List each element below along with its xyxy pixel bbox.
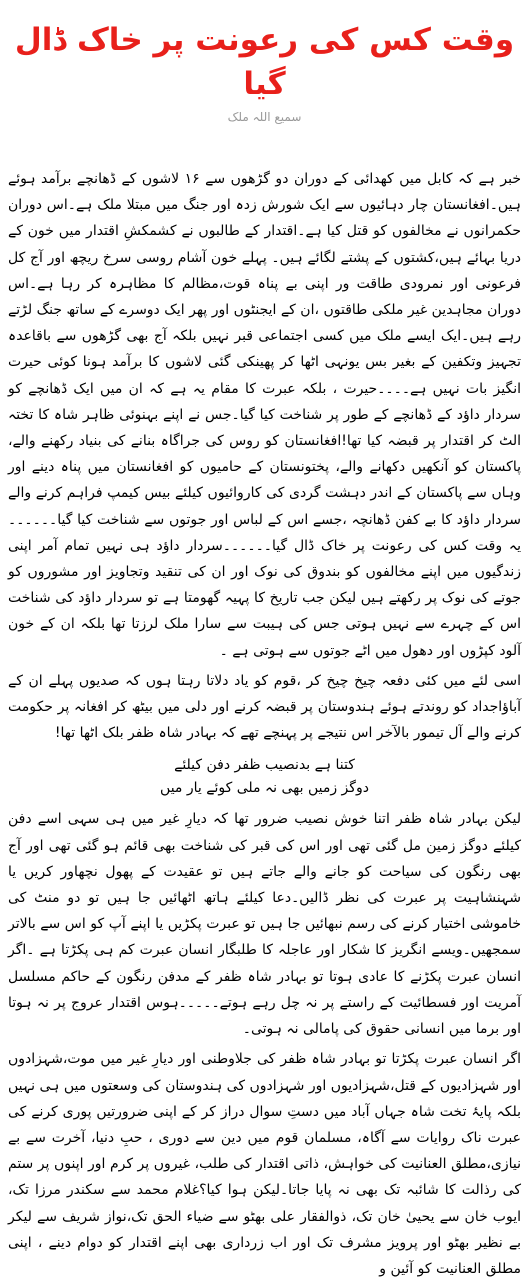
verse-line: دوگز زمیں بھی نہ ملی کوئے یار میں (160, 780, 369, 797)
article-paragraph: اسی لئے میں کئی دفعہ چیخ چیخ کر ،قوم کو یاد دلاتا رہتا ہوں کہ صدیوں پہلے ان کے آباؤاجداد کو روندتے ہوئے ہندوستان پر قبضہ کرنے اور دلی میں بیٹھ کر افغانہ پر حکومت کرنے والے آل تیمور بالآخر اس نتیجے پر پہنچے تھے کہ بہادر شاہ ظفر بلک اٹھا تھا! (8, 672, 521, 742)
article-paragraph: اگر انسان عبرت پکڑتا تو بہادر شاہ ظفر کی جلاوطنی اور دیارِ غیر میں موت،شہزادوں اور شہزادیوں کے قتل،شہزادیوں اور شہزادوں کی ہندوستان کی وسعتوں میں ہی نہیں بلکہ پایۂ تخت شاہ جہاں آباد میں دستِ سوال دراز کر کے اپنی ضرورتیں پوری کرنے کی عبرت ناک روایات سے آگاہ، مسلمان قوم میں دین سے دوری ، حبِ دنیا، آخرت سے بے نیازی،مطلق العنانیت کی خواہش، ذاتی اقتدار کی طلب، غیروں پر کرم اور اپنوں پر ستم کی رذالت کا شائبہ تک بھی نہ پایا جاتا۔لیکن ہوا کیا؟غلام محمد سے سکندر مرزا تک، ایوب خان سے یحییٰ خان تک، ذوالفقار علی بھٹو سے ضیاء الحق تک،نواز شریف سے لیکر بے نظیر بھٹو اور پرویز مشرف تک اور اب زرداری بھی اپنے اقتدار کو دوام دینے ، اپنی مطلق العنانیت کو آئین و (8, 1051, 521, 1277)
article-paragraph: لیکن بہادر شاہ ظفر اتنا خوش نصیب ضرور تھا کہ دیارِ غیر میں ہی سہی اسے دفن کیلئے دوگز زمین مل گئی تھی اور اس کی قبر کی شناخت بھی قائم ہو گئی تھی اور آج بھی رنگون کی سیاحت کو جانے والے جاتے ہیں تو عقیدت کے پھول نچھاور کریں یا شہنشاہیت پر عبرت کی نظر ڈالیں۔دعا کیلئے ہاتھ اٹھائیں جا ہیں تو دو منٹ کی خاموشی اختیار کرنے کی رسم نبھائیں جا ہیں تو عبرت پکڑیں یا اپنے آپ کو اس سے بالاتر سمجھیں۔ویسے انگریز کا شکار اور عاجلہ کا طلبگار انسان عبرت کم ہی پکڑتا ہے ۔اگر انسان عبرت پکڑنے کا عادی ہوتا تو بہادر شاہ ظفر کے مدفن رنگون کے حاکم مسلسل آمریت اور فسطائیت کے راستے پر نہ چل رہے ہوتے۔۔۔۔۔ہوس اقتدار عروج پر نہ ہوتا اور برما میں انسانی حقوق کی پامالی نہ ہوتی۔ (8, 811, 521, 1038)
article-title: وقت کس کی رعونت پر خاک ڈال گیا (14, 22, 515, 102)
article-paragraph: خبر ہے کہ کابل میں کھدائی کے دوران دو گڑھوں سے ۱۶ لاشوں کے ڈھانچے برآمد ہوئے ہیں۔افغانستان چار دہائیوں سے ایک شورش زدہ اور جنگ میں مبتلا ملک ہے۔اس دوران حکمرانوں نے مخالفوں کو قتل کیا ہے۔اقتدار کے طالبوں نے کشمکشِ اقتدار میں خون کے دریا بہائے ہیں،کشتوں کے پشتے لگائے ہیں۔ پہلے خون آشام روسی سرخ ریچھ اور آج کل فرعونی اور نمرودی طاقت ور اپنی بے پناہ قوت،مظالم کا مظاہرہ کر رہا ہے۔اس دوران مجاہدین غیر ملکی طاقتوں ،ان کے ایجنٹوں اور پھر ایک دوسرے کے ساتھ جنگ لڑتے رہے ہیں۔ایک ایسے ملک میں کسی اجتماعی قبر نہیں بلکہ آج بھی گڑھوں سے باقاعدہ تجہیز وتکفین کے بغیر بس یونہی اٹھا کر پھینکی گئی لاشوں کا برآمد ہونا کوئی حیرت انگیز بات نہیں ہے۔۔۔۔حیرت ، بلکہ عبرت کا مقام یہ ہے کہ ان میں ایک ڈھانچے کو سردار داؤد کے ڈھانچے کے طور پر شناخت کیا گیا۔جس نے اپنے بہنوئی ظاہر شاہ کا تختہ الٹ کر اقتدار پر قبضہ کیا تھا!افغانستان کو روس کی جراگاہ بنانے کی بنیاد رکھنے والے، پاکستان کو آنکھیں دکھانے والے، پختونستان کے حامیوں کو افغانستان میں پناہ دینے اور وہاں سے پاکستان کے اندر دہشت گردی کی کاروائیوں کیلئے بیس کیمپ فراہم کرنے والے سردار داؤد کا بے کفن ڈھانچہ ،جسے اس کے لباس اور جوتوں سے شناخت کیا گیا۔۔۔۔۔۔یہ وقت کس کی رعونت پر خاک ڈال گیا۔۔۔۔۔۔سردار داؤد ہی نہیں تمام آمر اپنی زندگیوں میں اپنے مخالفوں کو بندوق کی نوک اور ان کی تنقید وتجاویز اور مشوروں کو جوتے کی نوک پر رکھتے ہیں لیکن جب تاریخ کا پہیہ گھومتا ہے تو سردار داؤد کی شناخت اس کے چہرے سے نہیں ہوتی جس کی ہیبت سے سارا ملک لرزتا تھا بلکہ ان کے خون آلود کپڑوں اور دھول میں اٹے جوتوں سے ہوتی ہے ۔ (8, 171, 521, 659)
verse-block (8, 754, 521, 800)
author-byline: سمیع اللہ ملک (227, 110, 302, 124)
verse-line: کتنا ہے بدنصیب ظفر دفن کیلئے (174, 757, 355, 774)
